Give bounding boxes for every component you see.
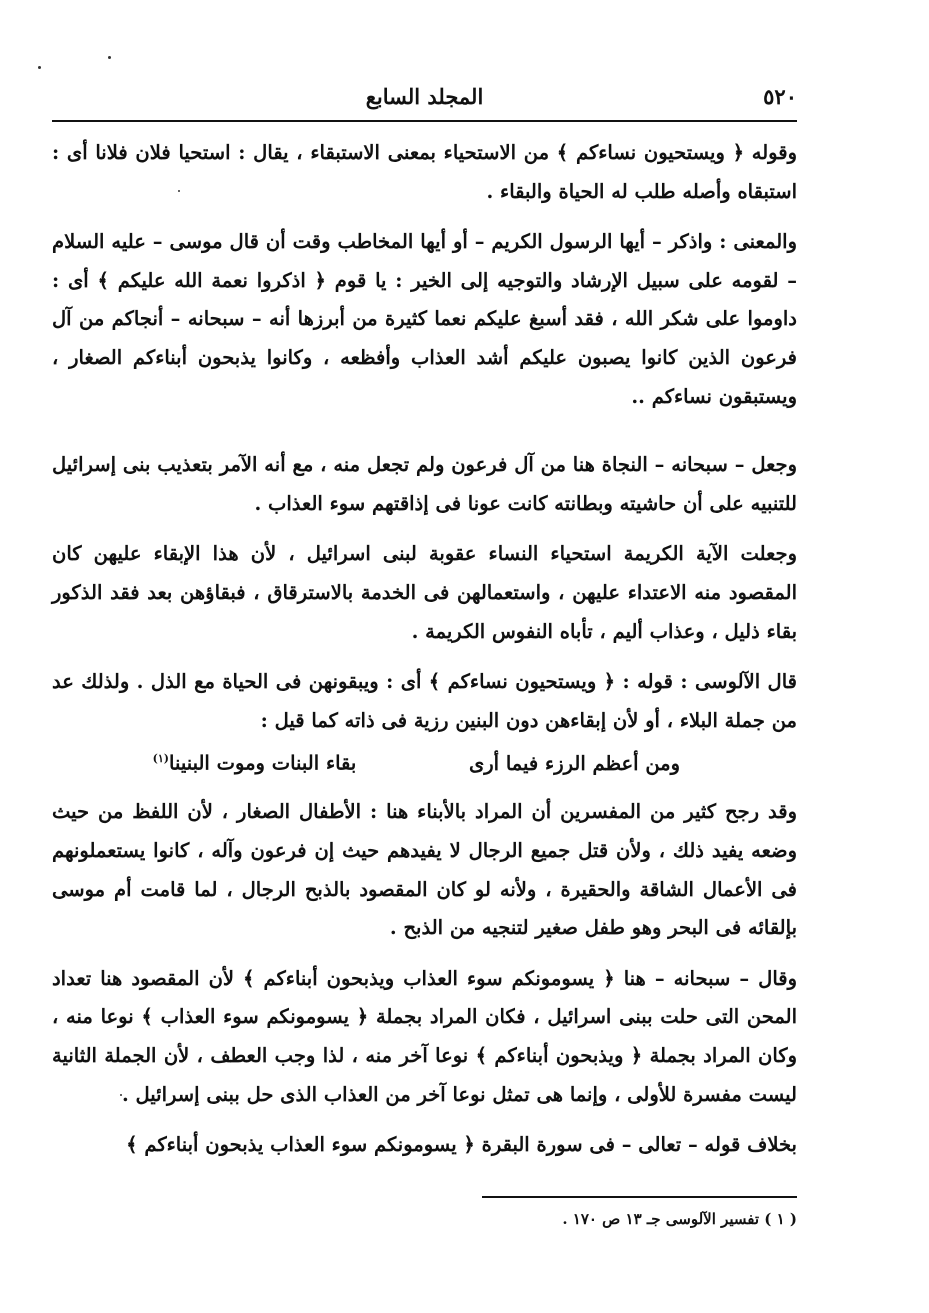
paragraph-6: وقد رجح كثير من المفسرين أن المراد بالأبناء هنا : الأطفال الصغار ، لأن اللفظ من حيث وضعه يفيد ذلك ، ولأن قتل جميع الرجال لا يفيدهم حيث إن فرعون وآله ، كانوا يستعملونهم فى الأعمال الشاقة والحقيرة ، ولأنه لو كان المقصود بالذبح الرجال ، لما قامت أم موسى بإلقائه فى البحر وهو طفل صغير لتنجيه من الذبح . [52,800,797,940]
paragraph-1: وقوله ﴿ ويستحيون نساءكم ﴾ من الاستحياء بمعنى الاستبقاء ، يقال : استحيا فلان فلانا أى : استبقاه وأصله طلب له الحياة والبقاء . [52,141,797,203]
main-text [52,134,797,1177]
verse-first-hemistich: ومن أعظم الرزء فيما أرى [468,751,681,775]
paragraph-3: وجعل – سبحانه – النجاة هنا من آل فرعون ولم تجعل منه ، مع أنه الآمر بتعذيب بنى إسرائيل للتنبيه على أن حاشيته وبطانته كانت عونا فى إذاقتهم سوء العذاب . [52,453,797,515]
verse-second-hemistich [110,740,400,783]
poetry-verse [52,740,797,783]
page-number: ٥٢٠ [763,84,797,109]
scan-speck [108,56,111,59]
paragraph-2: والمعنى : واذكر – أيها الرسول الكريم – أو أيها المخاطب وقت أن قال موسى – عليه السلام – لقومه على سبيل الإرشاد والتوجيه إلى الخير : يا قوم ﴿ اذكروا نعمة الله عليكم ﴾ أى : داوموا على شكر الله ، فقد أسبغ عليكم نعما كثيرة من أبرزها أنه – سبحانه – أنجاكم من آل فرعون الذين كانوا يصبون عليكم أشد العذاب وأفظعه ، وكانوا يذبحون أبناءكم الصغار ، ويستبقون نساءكم .. [52,230,797,408]
paragraph-8: بخلاف قوله – تعالى – فى سورة البقرة ﴿ يسومونكم سوء العذاب يذبحون أبناءكم ﴾ [126,1133,797,1157]
volume-title: المجلد السابع [365,84,484,109]
page-header [52,84,797,114]
scan-speck [120,1094,122,1096]
paragraph-4: وجعلت الآية الكريمة استحياء النساء عقوبة لبنى اسرائيل ، لأن هذا الإبقاء عليهن كان المقصود منه الاعتداء عليهن ، واستعمالهن فى الخدمة بالاسترقاق ، فبقاؤهن بعد فقد الذكور بقاء ذليل ، وعذاب أليم ، تأباه النفوس الكريمة . [52,542,797,643]
footnote-divider [482,1196,797,1198]
footnote-reference: (١) [152,752,170,766]
paragraph-5: قال الآلوسى : قوله : ﴿ ويستحيون نساءكم ﴾ أى : ويبقونهن فى الحياة مع الذل . ولذلك عد من جملة البلاء ، أو لأن إبقاءهن دون البنين رزية فى ذاته كما قيل : [52,670,797,732]
scan-speck [178,190,180,192]
header-divider [52,120,797,122]
paragraph-7: وقال – سبحانه – هنا ﴿ يسومونكم سوء العذاب ويذبحون أبناءكم ﴾ لأن المقصود هنا تعداد المحن التى حلت ببنى اسرائيل ، فكان المراد بجملة ﴿ يسومونكم سوء العذاب ﴾ نوعا منه ، وكان المراد بجملة ﴿ ويذبحون أبناءكم ﴾ نوعا آخر منه ، لذا وجب العطف ، لأن الجملة الثانية ليست مفسرة للأولى ، وإنما هى تمثل نوعا آخر من العذاب الذى حل ببنى إسرائيل . [52,966,797,1106]
footnote: ( ١ ) تفسير الآلوسى جـ ١٣ ص ١٧٠ . [562,1210,797,1228]
scan-speck [38,66,41,69]
verse-second-hemistich-text: بقاء البنات وموت البنينا [169,751,357,775]
